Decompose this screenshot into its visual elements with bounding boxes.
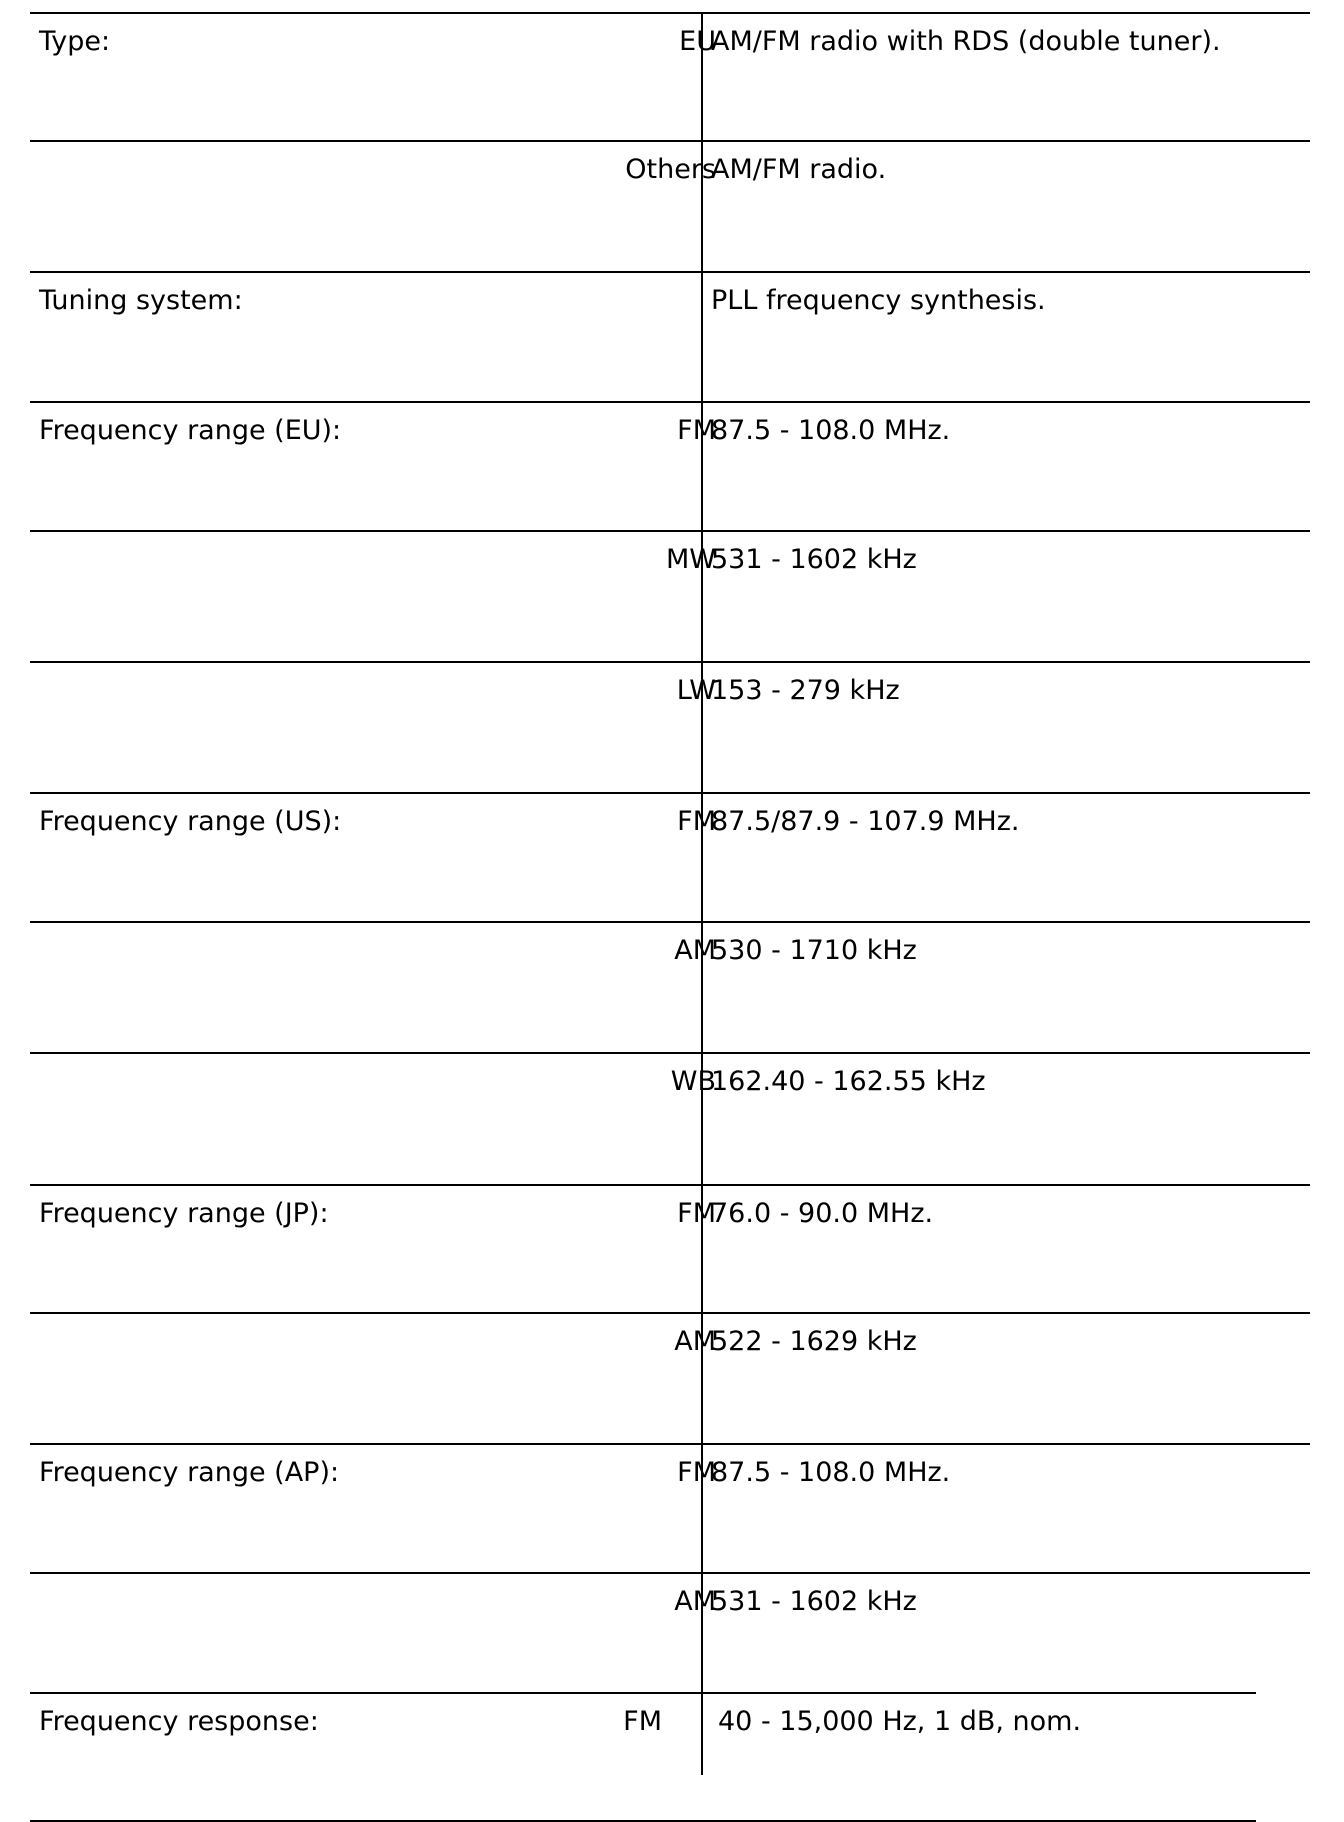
table-row [30, 140, 1310, 271]
table-row [30, 401, 1310, 530]
row-band: FM [677, 415, 716, 446]
row-value: 522 - 1629 kHz [711, 1326, 917, 1357]
row-value: 76.0 - 90.0 MHz. [711, 1198, 934, 1229]
row-value: 87.5 - 108.0 MHz. [711, 415, 951, 446]
row-band: AM [674, 1586, 716, 1617]
row-value: 87.5 - 108.0 MHz. [711, 1457, 951, 1488]
row-label: Frequency range (US): [39, 806, 342, 837]
row-band: EU [679, 26, 716, 57]
table-row [30, 792, 1310, 921]
table-row [30, 1184, 1310, 1312]
row-band: FM [677, 806, 716, 837]
table-row [30, 661, 1310, 792]
table-row [30, 1443, 1310, 1572]
row-value: 530 - 1710 kHz [711, 935, 917, 966]
table-row [30, 1312, 1310, 1443]
table-row [30, 1572, 1310, 1692]
row-value: AM/FM radio. [711, 154, 887, 185]
row-band: FM [677, 1457, 716, 1488]
row-band: Others [625, 154, 716, 185]
row-band: WB [670, 1066, 716, 1097]
row-label: Tuning system: [39, 285, 243, 316]
row-band: AM [674, 1326, 716, 1357]
row-label: Frequency range (JP): [39, 1198, 329, 1229]
row-value: 87.5/87.9 - 107.9 MHz. [711, 806, 1020, 837]
row-band: FM [677, 1198, 716, 1229]
row-label: Type: [39, 26, 111, 57]
table-row [30, 921, 1310, 1052]
row-band: LW [676, 675, 716, 706]
row-band: MW [666, 544, 716, 575]
row-value: 40 - 15,000 Hz, 1 dB, nom. [718, 1706, 1082, 1737]
table-row [30, 1692, 1256, 1820]
row-label: Frequency range (EU): [39, 415, 342, 446]
row-value: 162.40 - 162.55 kHz [711, 1066, 986, 1097]
table-row [30, 12, 1310, 140]
table-row [30, 530, 1310, 661]
row-value: 531 - 1602 kHz [711, 544, 917, 575]
row-value: AM/FM radio with RDS (double tuner). [711, 26, 1221, 57]
row-band: AM [674, 935, 716, 966]
row-value: 531 - 1602 kHz [711, 1586, 917, 1617]
row-band: FM [623, 1706, 662, 1737]
row-value: 153 - 279 kHz [711, 675, 900, 706]
row-label: Frequency response: [39, 1706, 319, 1737]
table-row [30, 271, 1310, 401]
row-label: Frequency range (AP): [39, 1457, 340, 1488]
row-value: PLL frequency synthesis. [711, 285, 1046, 316]
table-row [30, 1052, 1310, 1184]
